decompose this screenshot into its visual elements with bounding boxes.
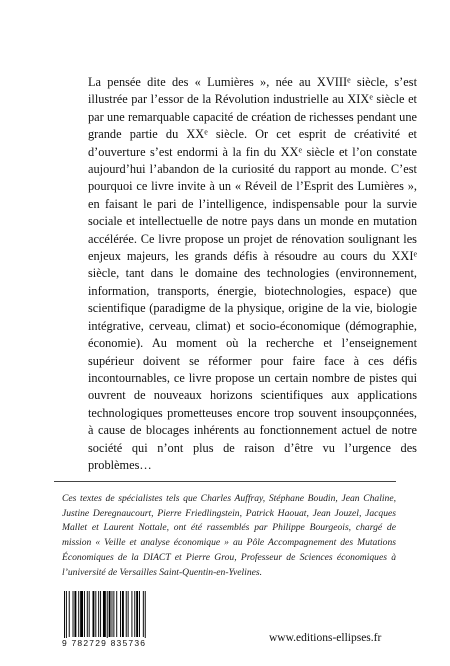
barcode-bar bbox=[93, 591, 95, 637]
barcode-bar bbox=[113, 591, 114, 637]
barcode-bar bbox=[64, 591, 65, 641]
barcode-bar bbox=[107, 591, 108, 641]
barcode-bar bbox=[103, 591, 106, 637]
barcode-bar bbox=[69, 591, 70, 637]
barcode-bars bbox=[62, 591, 180, 641]
barcode-bar bbox=[74, 591, 76, 637]
barcode-bar bbox=[100, 591, 101, 637]
barcode-bar bbox=[87, 591, 88, 637]
barcode-bar bbox=[120, 591, 121, 637]
barcode-bar bbox=[112, 591, 113, 637]
back-cover-paragraph: La pensée dite des « Lumières », née au XVIIIe siècle, s’est illustrée par l’essor de la Révolution industrielle au XIXe siècle et par une remarquable capacité de création de richesses pendant une grande partie du XXe siècle. Or cet esprit de créativité et d’ouverture s’est endormi à la fin du XXe siècle et l’on constate aujourd’hui l’abandon de la curiosité du rapport au monde. C’est pourquoi ce livre invite à un « Réveil de l’Esprit des Lumières », en faisant le pari de l’intelligence, indispensable pour la survie sociale et intellectuelle de notre pays dans un monde en mutation accélérée. Ce livre propose un projet de rénovation soulignant les enjeux majeurs, les grands défis à résoudre au cours du XXIe siècle, tant dans le domaine des technologies (environnement, information, transports, énergie, biotechnologies, espace) que scientifique (paradigme de la physique, origine de la vie, biologie intégrative, cerveau, climat) et socio-économique (démographie, économie). Au moment où la recherche et l’enseignement supérieur doivent se réformer pour faire face à ces défis incontournables, ce livre propose un certain nombre de pistes qui ouvrent de nouveaux horizons scientifiques aux applications technologiques prometteuses encore trop souvent insoupçonnées, à cause de blocages inhérents au fonctionnement actuel de notre société qui n’ont plus de raison d’être vu l’urgence des problèmes… bbox=[88, 75, 418, 472]
barcode-bar bbox=[126, 591, 127, 637]
barcode-bar bbox=[95, 591, 96, 637]
barcode-bar bbox=[131, 591, 132, 637]
barcode-bar bbox=[134, 591, 135, 637]
divider-line bbox=[54, 481, 396, 482]
barcode-bar bbox=[116, 591, 117, 637]
publisher-website: www.editions-ellipses.fr bbox=[269, 632, 382, 644]
back-cover-text bbox=[88, 74, 417, 474]
barcode-bar bbox=[122, 591, 124, 637]
barcode-bar bbox=[80, 591, 83, 637]
barcode-bar bbox=[128, 591, 129, 637]
barcode-bar bbox=[73, 591, 74, 637]
barcode-bar bbox=[145, 591, 146, 641]
barcode-bar bbox=[143, 591, 144, 637]
barcode-bar bbox=[109, 591, 111, 637]
barcode-bar bbox=[66, 591, 67, 641]
isbn-barcode bbox=[62, 591, 180, 649]
barcode-bar bbox=[139, 591, 140, 637]
barcode-bar bbox=[84, 591, 85, 637]
isbn-digits: 9 782729 835736 bbox=[62, 638, 180, 648]
barcode-bar bbox=[89, 591, 90, 637]
contributors-credits: Ces textes de spécialistes tels que Charles Auffray, Stéphane Boudin, Jean Chaline, Justine Deregnaucourt, Pierre Friedlingstein, Patrick Haouat, Jean Jouzel, Jacques Mallet et Laurent Nottale, ont été rassemblés par Philippe Bourgeois, chargé de mission « Veille et analyse économique » au Pôle Accompagnement des Mutations Économiques de la DIACT et Pierre Grou, Professeur de Sciences économiques à l’université de Versailles Saint-Quentin-en-Yvelines. bbox=[62, 493, 396, 578]
barcode-bar bbox=[78, 591, 79, 637]
barcode-bar bbox=[98, 591, 99, 637]
barcode-bar bbox=[136, 591, 138, 637]
